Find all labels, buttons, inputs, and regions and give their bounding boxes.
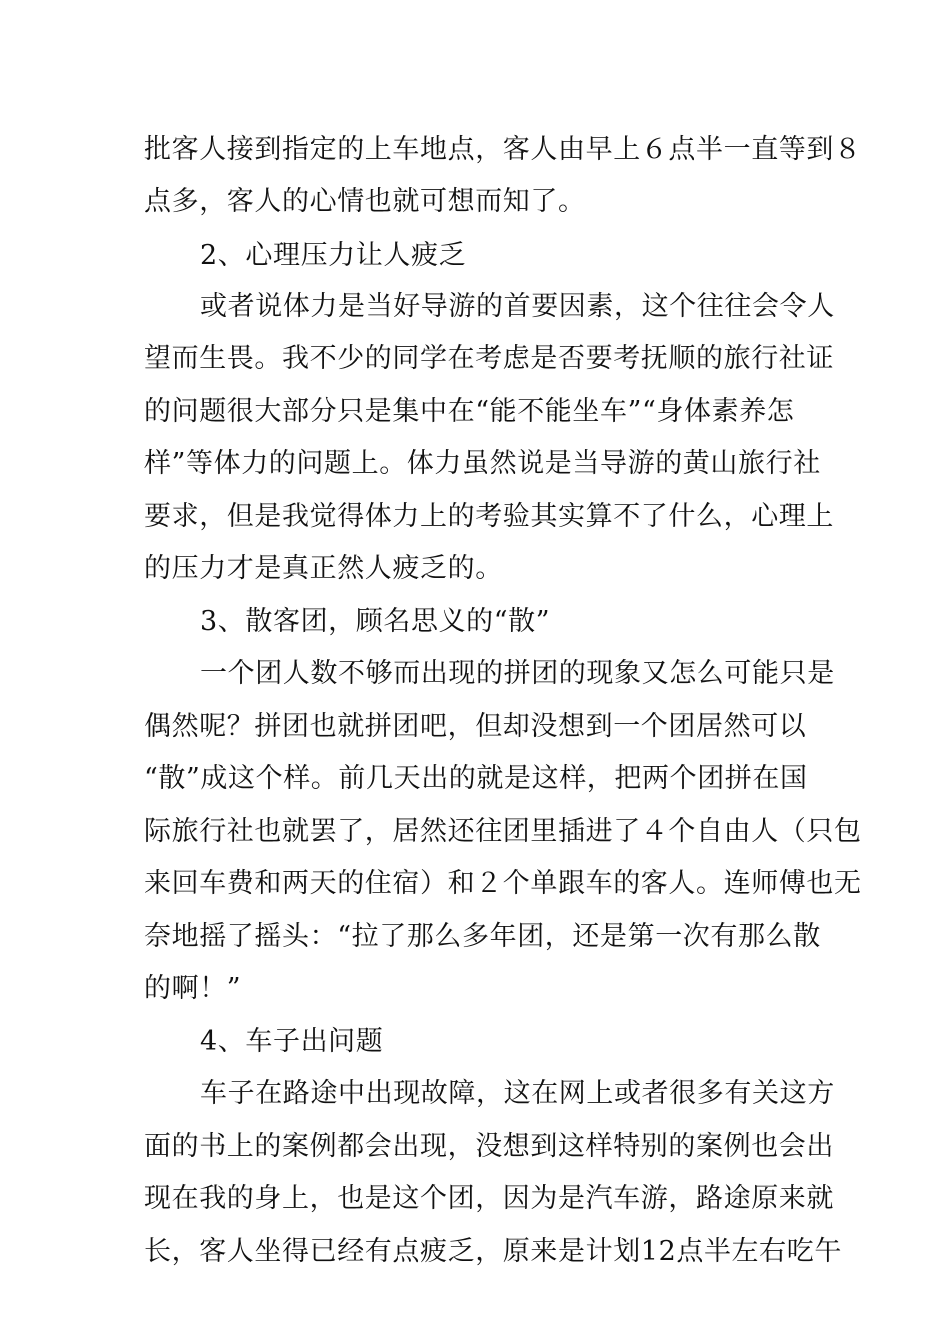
paragraph-line: 际旅行社也就罢了，居然还往团里插进了４个自由人（只包: [144, 816, 862, 847]
paragraph-line: 来回车费和两天的住宿）和２个单跟车的客人。连师傅也无: [144, 868, 862, 899]
paragraph-line: 望而生畏。我不少的同学在考虑是否要考抚顺的旅行社证: [144, 343, 834, 374]
section-heading: 2、心理压力让人疲乏: [200, 240, 467, 271]
paragraph-line: 长，客人坐得已经有点疲乏，原来是计划12点半左右吃午: [144, 1236, 842, 1267]
paragraph-line: 一个团人数不够而出现的拼团的现象又怎么可能只是: [200, 658, 835, 689]
paragraph-line: 要求，但是我觉得体力上的考验其实算不了什么，心理上: [144, 501, 834, 532]
paragraph-line: 偶然呢？拼团也就拼团吧，但却没想到一个团居然可以: [144, 711, 807, 742]
paragraph-line: 或者说体力是当好导游的首要因素，这个往往会令人: [200, 291, 835, 322]
paragraph-line: 奈地摇了摇头：“拉了那么多年团，还是第一次有那么散: [144, 921, 821, 952]
paragraph-line: 样”等体力的问题上。体力虽然说是当导游的黄山旅行社: [144, 448, 821, 479]
paragraph-line: “散”成这个样。前几天出的就是这样，把两个团拼在国: [144, 763, 808, 794]
paragraph-line: 车子在路途中出现故障，这在网上或者很多有关这方: [200, 1078, 835, 1109]
paragraph-line: 现在我的身上，也是这个团，因为是汽车游，路途原来就: [144, 1183, 834, 1214]
section-heading: 3、散客团，顾名思义的“散”: [200, 606, 551, 637]
paragraph-line: 的压力才是真正然人疲乏的。: [144, 553, 503, 584]
paragraph-line: 批客人接到指定的上车地点，客人由早上６点半一直等到８: [144, 134, 862, 165]
paragraph-line: 点多，客人的心情也就可想而知了。: [144, 186, 586, 217]
section-heading: 4、车子出问题: [200, 1026, 384, 1057]
paragraph-line: 的问题很大部分只是集中在“能不能坐车”“身体素养怎: [144, 396, 795, 427]
paragraph-line: 的啊！”: [144, 973, 242, 1004]
paragraph-line: 面的书上的案例都会出现，没想到这样特别的案例也会出: [144, 1131, 834, 1162]
